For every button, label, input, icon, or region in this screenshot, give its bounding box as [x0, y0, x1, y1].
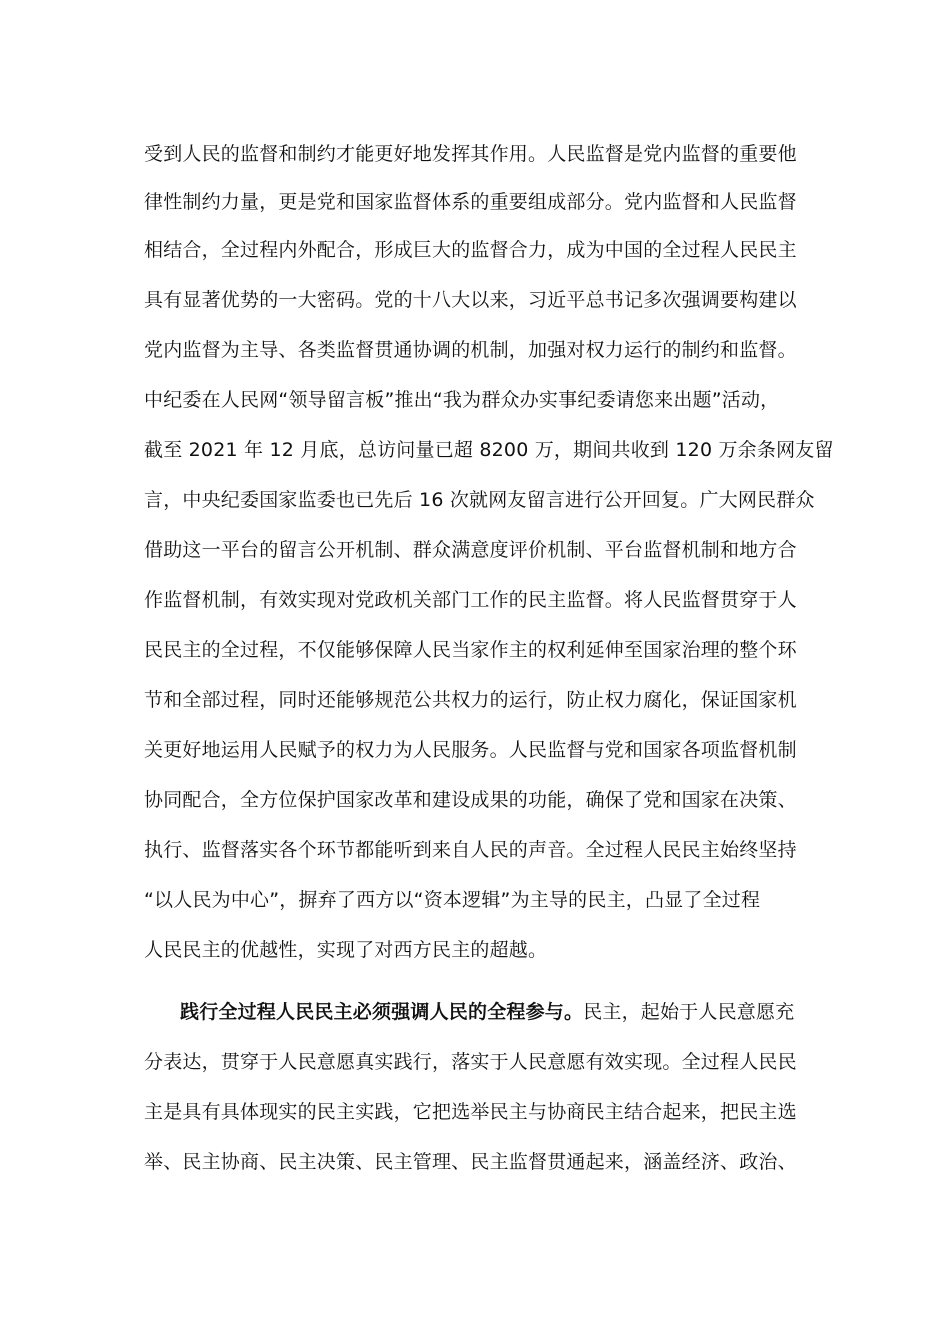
- paragraph-2-line-3: 主是具有具体现实的民主实践，它把选举民主与协商民主结合起来，把民主选: [144, 1101, 797, 1123]
- paragraph-1-line-13: 关更好地运用人民赋予的权力为人民服务。人民监督与党和国家各项监督机制: [144, 739, 797, 761]
- paragraph-2-line-4: 举、民主协商、民主决策、民主管理、民主监督贯通起来，涵盖经济、政治、: [144, 1151, 797, 1173]
- paragraph-2-line-1: [180, 1000, 860, 1024]
- paragraph-1-line-3: 相结合，全过程内外配合，形成巨大的监督合力，成为中国的全过程人民民主: [144, 239, 797, 261]
- paragraph-1-line-9: 借助这一平台的留言公开机制、群众满意度评价机制、平台监督机制和地方合: [144, 539, 797, 561]
- paragraph-1-line-16: “以人民为中心”，摒弃了西方以“资本逻辑”为主导的民主，凸显了全过程: [144, 889, 761, 911]
- paragraph-2-first-line-rest: 民主，起始于人民意愿充: [583, 1001, 795, 1023]
- paragraph-1-line-1: 受到人民的监督和制约才能更好地发挥其作用。人民监督是党内监督的重要他: [144, 143, 797, 165]
- paragraph-1-line-10: 作监督机制，有效实现对党政机关部门工作的民主监督。将人民监督贯穿于人: [144, 589, 797, 611]
- paragraph-1-line-15: 执行、监督落实各个环节都能听到来自人民的声音。全过程人民民主始终坚持: [144, 839, 797, 861]
- paragraph-1-line-6: 中纪委在人民网“领导留言板”推出“我为群众办实事纪委请您来出题”活动，: [144, 389, 780, 411]
- paragraph-1-line-2: 律性制约力量，更是党和国家监督体系的重要组成部分。党内监督和人民监督: [144, 191, 797, 213]
- paragraph-1-line-11: 民民主的全过程，不仅能够保障人民当家作主的权利延伸至国家治理的整个环: [144, 639, 797, 661]
- paragraph-1-line-17: 人民民主的优越性，实现了对西方民主的超越。: [144, 939, 548, 961]
- paragraph-1-line-4: 具有显著优势的一大密码。党的十八大以来，习近平总书记多次强调要构建以: [144, 289, 797, 311]
- paragraph-2-line-2: 分表达，贯穿于人民意愿真实践行，落实于人民意愿有效实现。全过程人民民: [144, 1051, 797, 1073]
- paragraph-1-line-5: 党内监督为主导、各类监督贯通协调的机制，加强对权力运行的制约和监督。: [144, 339, 797, 361]
- paragraph-1-line-8: 言，中央纪委国家监委也已先后 16 次就网友留言进行公开回复。广大网民群众: [144, 489, 815, 511]
- paragraph-1-line-12: 节和全部过程，同时还能够规范公共权力的运行，防止权力腐化，保证国家机: [144, 689, 797, 711]
- paragraph-2-lead-sentence: 践行全过程人民民主必须强调人民的全程参与。: [180, 1001, 584, 1023]
- paragraph-1-line-7: 截至 2021 年 12 月底，总访问量已超 8200 万，期间共收到 120 万余条网友留: [144, 439, 834, 461]
- paragraph-1-line-14: 协同配合，全方位保护国家改革和建设成果的功能，确保了党和国家在决策、: [144, 789, 797, 811]
